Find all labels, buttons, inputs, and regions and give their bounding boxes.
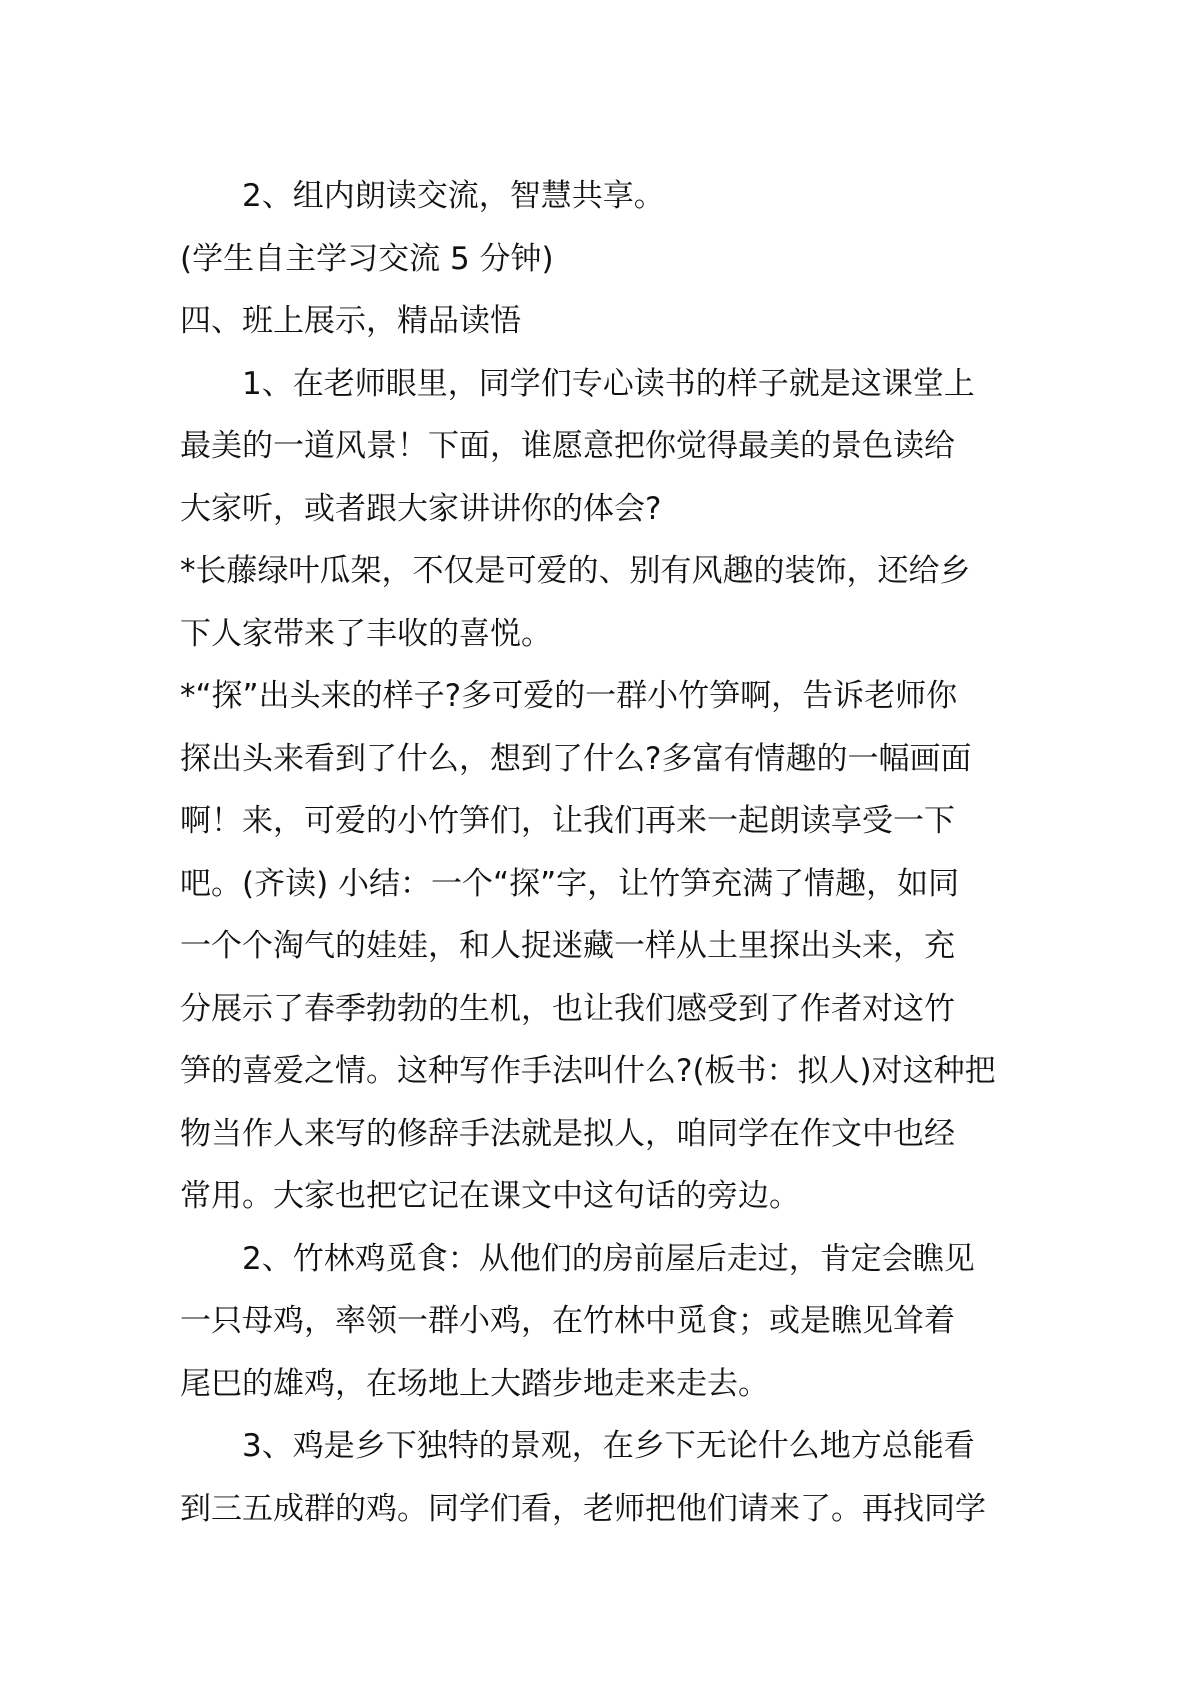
text-line: 最美的一道风景！下面，谁愿意把你觉得最美的景色读给 xyxy=(180,428,955,464)
text-line: 啊！来，可爱的小竹笋们，让我们再来一起朗读享受一下 xyxy=(180,803,955,839)
text-line: 分展示了春季勃勃的生机，也让我们感受到了作者对这竹 xyxy=(180,990,955,1027)
text-line: 一只母鸡，率领一群小鸡，在竹林中觅食；或是瞧见耸着 xyxy=(180,1303,955,1339)
text-line: 2、组内朗读交流，智慧共享。 xyxy=(242,178,665,214)
text-line: 物当作人来写的修辞手法就是拟人，咱同学在作文中也经 xyxy=(180,1115,955,1152)
text-line: 探出头来看到了什么，想到了什么?多富有情趣的一幅画面 xyxy=(180,740,972,777)
text-line: 2、竹林鸡觅食：从他们的房前屋后走过，肯定会瞧见 xyxy=(242,1240,975,1277)
text-line: 大家听，或者跟大家讲讲你的体会? xyxy=(180,490,662,527)
text-line: 笋的喜爱之情。这种写作手法叫什么?(板书：拟人)对这种把 xyxy=(180,1053,996,1089)
text-line: 到三五成群的鸡。同学们看，老师把他们请来了。再找同学 xyxy=(180,1490,986,1527)
text-line: *“探”出头来的样子?多可爱的一群小竹笋啊，告诉老师你 xyxy=(180,678,958,714)
section-heading: 四、班上展示，精品读悟 xyxy=(180,303,521,339)
text-line: 1、在老师眼里，同学们专心读书的样子就是这课堂上 xyxy=(242,365,975,402)
text-line: *长藤绿叶瓜架，不仅是可爱的、别有风趣的装饰，还给乡 xyxy=(180,553,971,589)
text-line: 吧。(齐读) 小结：一个“探”字，让竹笋充满了情趣，如同 xyxy=(180,865,960,902)
text-line: 下人家带来了丰收的喜悦。 xyxy=(180,615,552,652)
text-line: 一个个淘气的娃娃，和人捉迷藏一样从土里探出头来，充 xyxy=(180,928,955,964)
text-line: 常用。大家也把它记在课文中这句话的旁边。 xyxy=(180,1178,800,1214)
text-line: (学生自主学习交流 5 分钟) xyxy=(180,240,554,277)
text-line: 3、鸡是乡下独特的景观，在乡下无论什么地方总能看 xyxy=(242,1428,975,1464)
text-line: 尾巴的雄鸡，在场地上大踏步地走来走去。 xyxy=(180,1365,769,1402)
document-body xyxy=(180,165,1020,1540)
